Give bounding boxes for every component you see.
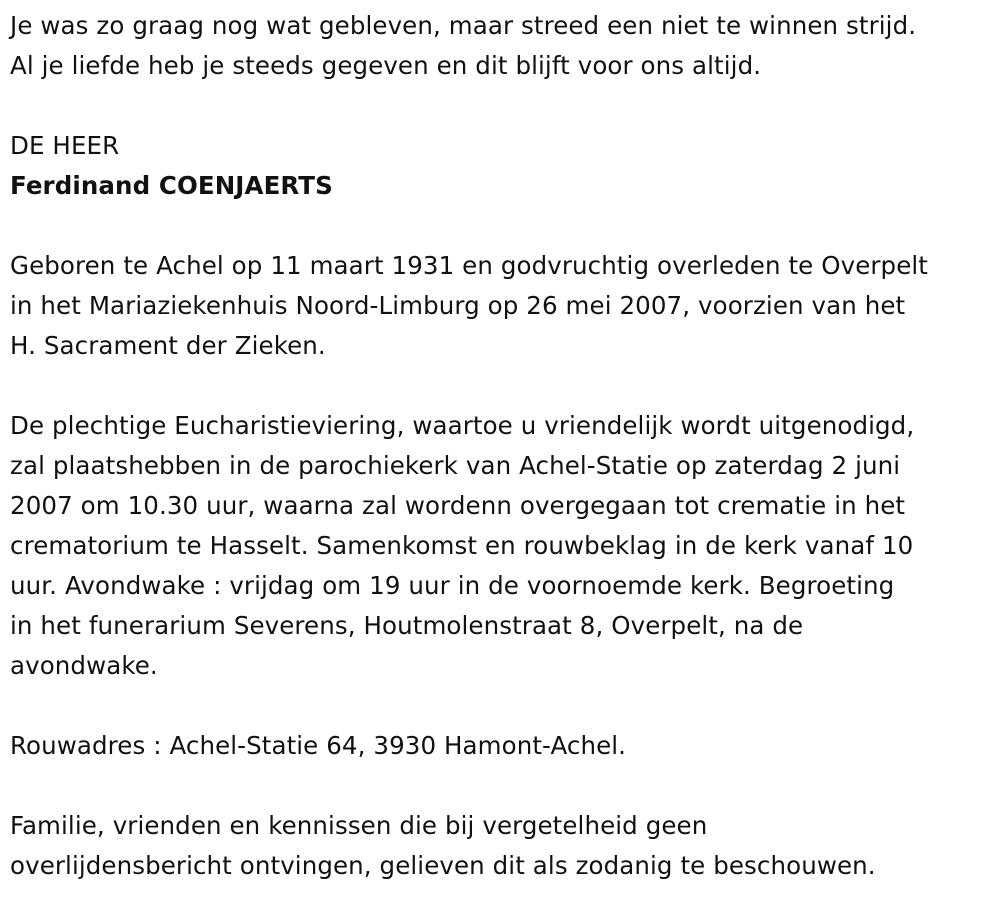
spacer [10,86,995,126]
paragraph-line: zal plaatshebben in de parochiekerk van Achel-Statie op zaterdag 2 juni [10,451,901,480]
verse-line: Je was zo graag nog wat gebleven, maar streed een niet te winnen strijd. [10,11,917,40]
paragraph-line: 2007 om 10.30 uur, waarna zal wordenn overgegaan tot crematie in het [10,491,906,520]
birth-death-paragraph [10,246,995,366]
death-notice [10,6,995,886]
paragraph-line: uur. Avondwake : vrijdag om 19 uur in de voornoemde kerk. Begroeting [10,571,895,600]
ceremony-paragraph [10,406,995,686]
title-prefix: DE HEER [10,131,120,160]
verse [10,6,995,86]
paragraph-line: H. Sacrament der Zieken. [10,331,326,360]
paragraph-line: crematorium te Hasselt. Samenkomst en rouwbeklag in de kerk vanaf 10 [10,531,914,560]
paragraph-line: De plechtige Eucharistieviering, waartoe u vriendelijk wordt uitgenodigd, [10,411,915,440]
closing-paragraph [10,806,995,886]
paragraph-line: in het Mariaziekenhuis Noord-Limburg op 26 mei 2007, voorzien van het [10,291,906,320]
spacer [10,366,995,406]
paragraph-line: Geboren te Achel op 11 maart 1931 en godvruchtig overleden te Overpelt [10,251,928,280]
paragraph-line: avondwake. [10,651,158,680]
verse-line: Al je liefde heb je steeds gegeven en dit blijft voor ons altijd. [10,51,762,80]
spacer [10,686,995,726]
paragraph-line: Familie, vrienden en kennissen die bij vergetelheid geen [10,811,708,840]
paragraph-line: in het funerarium Severens, Houtmolenstraat 8, Overpelt, na de [10,611,804,640]
spacer [10,206,995,246]
mourning-address: Rouwadres : Achel-Statie 64, 3930 Hamont-Achel. [10,731,627,760]
spacer [10,766,995,806]
deceased-name: Ferdinand COENJAERTS [10,171,333,200]
paragraph-line: overlijdensbericht ontvingen, gelieven dit als zodanig te beschouwen. [10,851,876,880]
